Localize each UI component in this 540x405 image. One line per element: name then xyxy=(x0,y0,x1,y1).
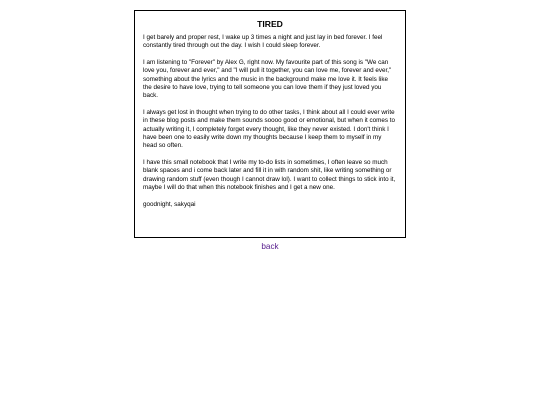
post-signoff: goodnight, sakyqai xyxy=(143,200,196,208)
post-paragraph: I have this small notebook that I write my to-do lists in sometimes, I often leave so much blank spaces and i come back later and fill it in with random shit, like writing something or drawing random stuff (even though I cannot draw lol). I want to collect things to stick into it, maybe I will do that when this notebook finishes and I get a new one. xyxy=(143,159,396,192)
back-link-row xyxy=(0,242,540,252)
post-title: TIRED xyxy=(257,19,283,29)
post-paragraph: I always get lost in thought when trying to do other tasks, I think about all I could ever write in these blog posts and make them sounds soooo good or emotional, but when it comes to actually writing it, I completely forget every thought, like they never existed. I don't think I have been one to easily write down my thoughts because I keep them to myself in my head so often. xyxy=(143,109,396,150)
blog-post-container xyxy=(134,10,406,238)
post-body xyxy=(143,34,405,209)
post-paragraph: I get barely and proper rest, I wake up 3 times a night and just lay in bed forever. I feel constantly tired through out the day. I wish I could sleep forever. xyxy=(143,34,383,50)
back-link[interactable]: back xyxy=(261,242,279,251)
post-paragraph: I am listening to "Forever" by Alex G, right now. My favourite part of this song is "We can love you, forever and ever," and "I will pull it together, you can love me, forever and ever," something about the lyrics and the music in the background make me love it. It feels like the desire to have love, trying to tell someone you can love them if they just loved you back. xyxy=(143,58,392,100)
